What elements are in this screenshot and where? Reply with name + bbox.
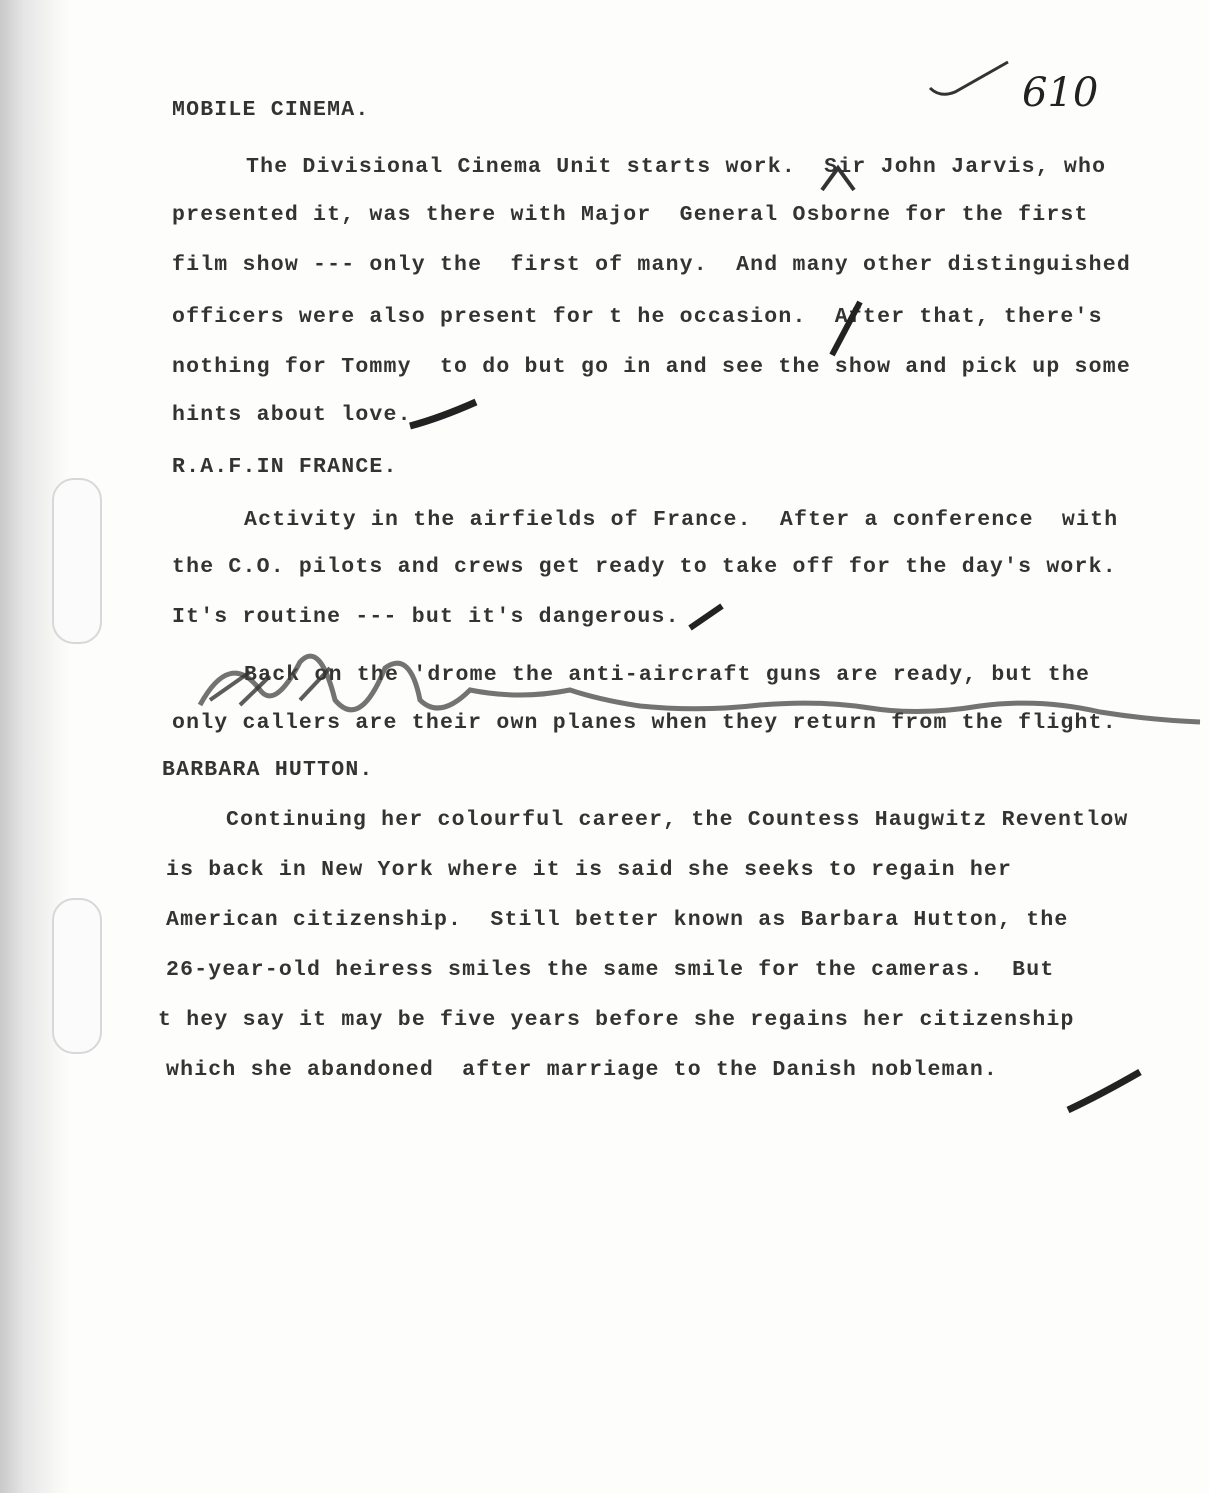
slash-mark-icon [690, 606, 722, 628]
text-line-struck: Back on the 'drome the anti-aircraft guns are ready, but the [244, 663, 1091, 687]
text-line-struck: only callers are their own planes when they return from the flight. [172, 711, 1117, 735]
section-heading-mobile-cinema: MOBILE CINEMA. [172, 98, 370, 122]
text-line: is back in New York where it is said she seeks to regain her [166, 858, 1013, 882]
text-line: presented it, was there with Major General Osborne for the first [172, 203, 1089, 227]
text-line: officers were also present for t he occasion. After that, there's [172, 305, 1103, 329]
section-heading-barbara-hutton: BARBARA HUTTON. [162, 758, 374, 782]
text-line: hints about love. [172, 403, 412, 427]
section-heading-raf-in-france: R.A.F.IN FRANCE. [172, 455, 398, 479]
scan-edge-shadow [0, 0, 70, 1493]
checkmark-icon [930, 62, 1008, 94]
text-line: which she abandoned after marriage to the Danish nobleman. [166, 1058, 999, 1082]
page-number: 610 [1022, 70, 1099, 116]
text-line: American citizenship. Still better known as Barbara Hutton, the [166, 908, 1069, 932]
text-line: The Divisional Cinema Unit starts work. Sir John Jarvis, who [246, 155, 1107, 179]
text-line: t hey say it may be five years before she regains her citizenship [158, 1008, 1075, 1032]
text-line: nothing for Tommy to do but go in and see the show and pick up some [172, 355, 1131, 379]
text-line: Activity in the airfields of France. After a conference with [244, 508, 1119, 532]
text-line: the C.O. pilots and crews get ready to take off for the day's work. [172, 555, 1117, 579]
slash-mark-icon [410, 402, 476, 426]
punch-hole [52, 478, 102, 644]
text-line: 26-year-old heiress smiles the same smile for the cameras. But [166, 958, 1055, 982]
text-line: It's routine --- but it's dangerous. [172, 605, 680, 629]
slash-mark-icon [1068, 1072, 1140, 1110]
text-line: Continuing her colourful career, the Countess Haugwitz Reventlow [226, 808, 1129, 832]
text-line: film show --- only the first of many. And many other distinguished [172, 253, 1131, 277]
punch-hole [52, 898, 102, 1054]
